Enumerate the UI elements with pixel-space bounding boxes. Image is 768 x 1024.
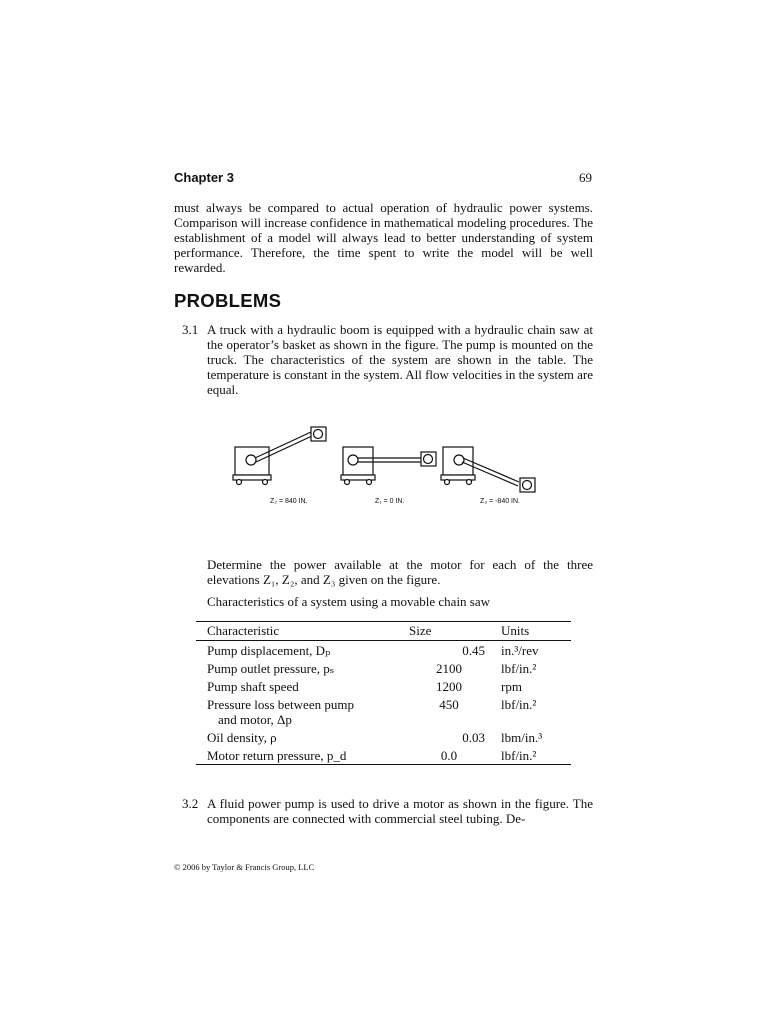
cell-size: 1200	[436, 678, 462, 694]
cell-size: 0.0	[440, 747, 458, 763]
problem-number: 3.1	[182, 322, 199, 337]
problem-text: A truck with a hydraulic boom is equipped with a hydraulic chain saw at the operator’s basket as shown in the figure. The pump is mounted on the truck. The characteristics of the system are shown in the table. The temperature is constant in the system. All flow velocities in the system are equal.	[207, 322, 593, 397]
chapter-label: Chapter 3	[174, 170, 234, 185]
cell-units: rpm	[501, 678, 522, 694]
col-header-units: Units	[501, 622, 571, 641]
section-title: PROBLEMS	[174, 290, 282, 311]
copyright-footer: © 2006 by Taylor & Francis Group, LLC	[174, 862, 315, 872]
cell-size: 0.45	[462, 642, 485, 658]
cell-units: lbf/in.²	[501, 696, 537, 712]
cell-characteristic-line2: and motor, Δp	[218, 711, 292, 727]
cell-characteristic: Pump shaft speed	[207, 678, 299, 694]
cell-characteristic: Pump outlet pressure, pₛ	[207, 660, 335, 676]
problem-3-1	[182, 322, 593, 397]
problem-text: A fluid power pump is used to drive a motor as shown in the figure. The components are connected with commercial steel tubing. De-	[207, 796, 593, 826]
problem-3-2	[182, 796, 593, 826]
table-row	[196, 746, 571, 765]
cell-units: lbf/in.²	[501, 660, 537, 676]
table-header-row	[196, 622, 571, 641]
table-row	[196, 695, 571, 728]
cell-characteristic	[196, 695, 397, 728]
label-z1: Z₁ = 0 IN.	[375, 498, 405, 505]
col-header-size: Size	[397, 622, 501, 641]
page-number: 69	[579, 170, 592, 185]
table-row	[196, 641, 571, 660]
cell-units: lbf/in.²	[501, 747, 537, 763]
cell-size: 2100	[436, 660, 462, 676]
characteristics-table	[196, 621, 571, 765]
truck-z3-drawing	[441, 447, 535, 492]
cell-characteristic: Motor return pressure, p_d	[207, 747, 347, 763]
cell-characteristic: Oil density, ρ	[207, 729, 277, 745]
cell-characteristic: Pump displacement, Dₚ	[207, 642, 331, 658]
table-caption: Characteristics of a system using a movable chain saw	[207, 594, 491, 609]
intro-paragraph: must always be compared to actual operation of hydraulic power systems. Comparison will increase confidence in mathematical modeling procedures. The establishment of a model will always lead to better understanding of system performance. Therefore, the time spent to write the model will be well rewarded.	[174, 200, 593, 275]
cell-size: 0.03	[462, 729, 485, 745]
table-row	[196, 659, 571, 677]
table-row	[196, 677, 571, 695]
running-header	[174, 170, 592, 186]
cell-units: lbm/in.³	[501, 729, 543, 745]
table-row	[196, 728, 571, 746]
cell-units: in.³/rev	[501, 642, 539, 658]
label-z2: Z₂ = 840 IN.	[270, 498, 308, 505]
cell-characteristic-line1: Pressure loss between pump	[207, 696, 354, 712]
truck-z1-drawing	[341, 447, 436, 485]
truck-z2-drawing	[233, 427, 326, 485]
determine-text: Determine the power available at the motor for each of the three elevations Z₁, Z₂, and Z₃ given on the figure.	[207, 557, 593, 587]
problem-number: 3.2	[182, 796, 199, 811]
cell-size: 450	[439, 696, 459, 712]
truck-boom-figure	[225, 420, 545, 515]
label-z3: Z₃ = -840 IN.	[480, 498, 521, 505]
col-header-characteristic: Characteristic	[196, 622, 397, 641]
